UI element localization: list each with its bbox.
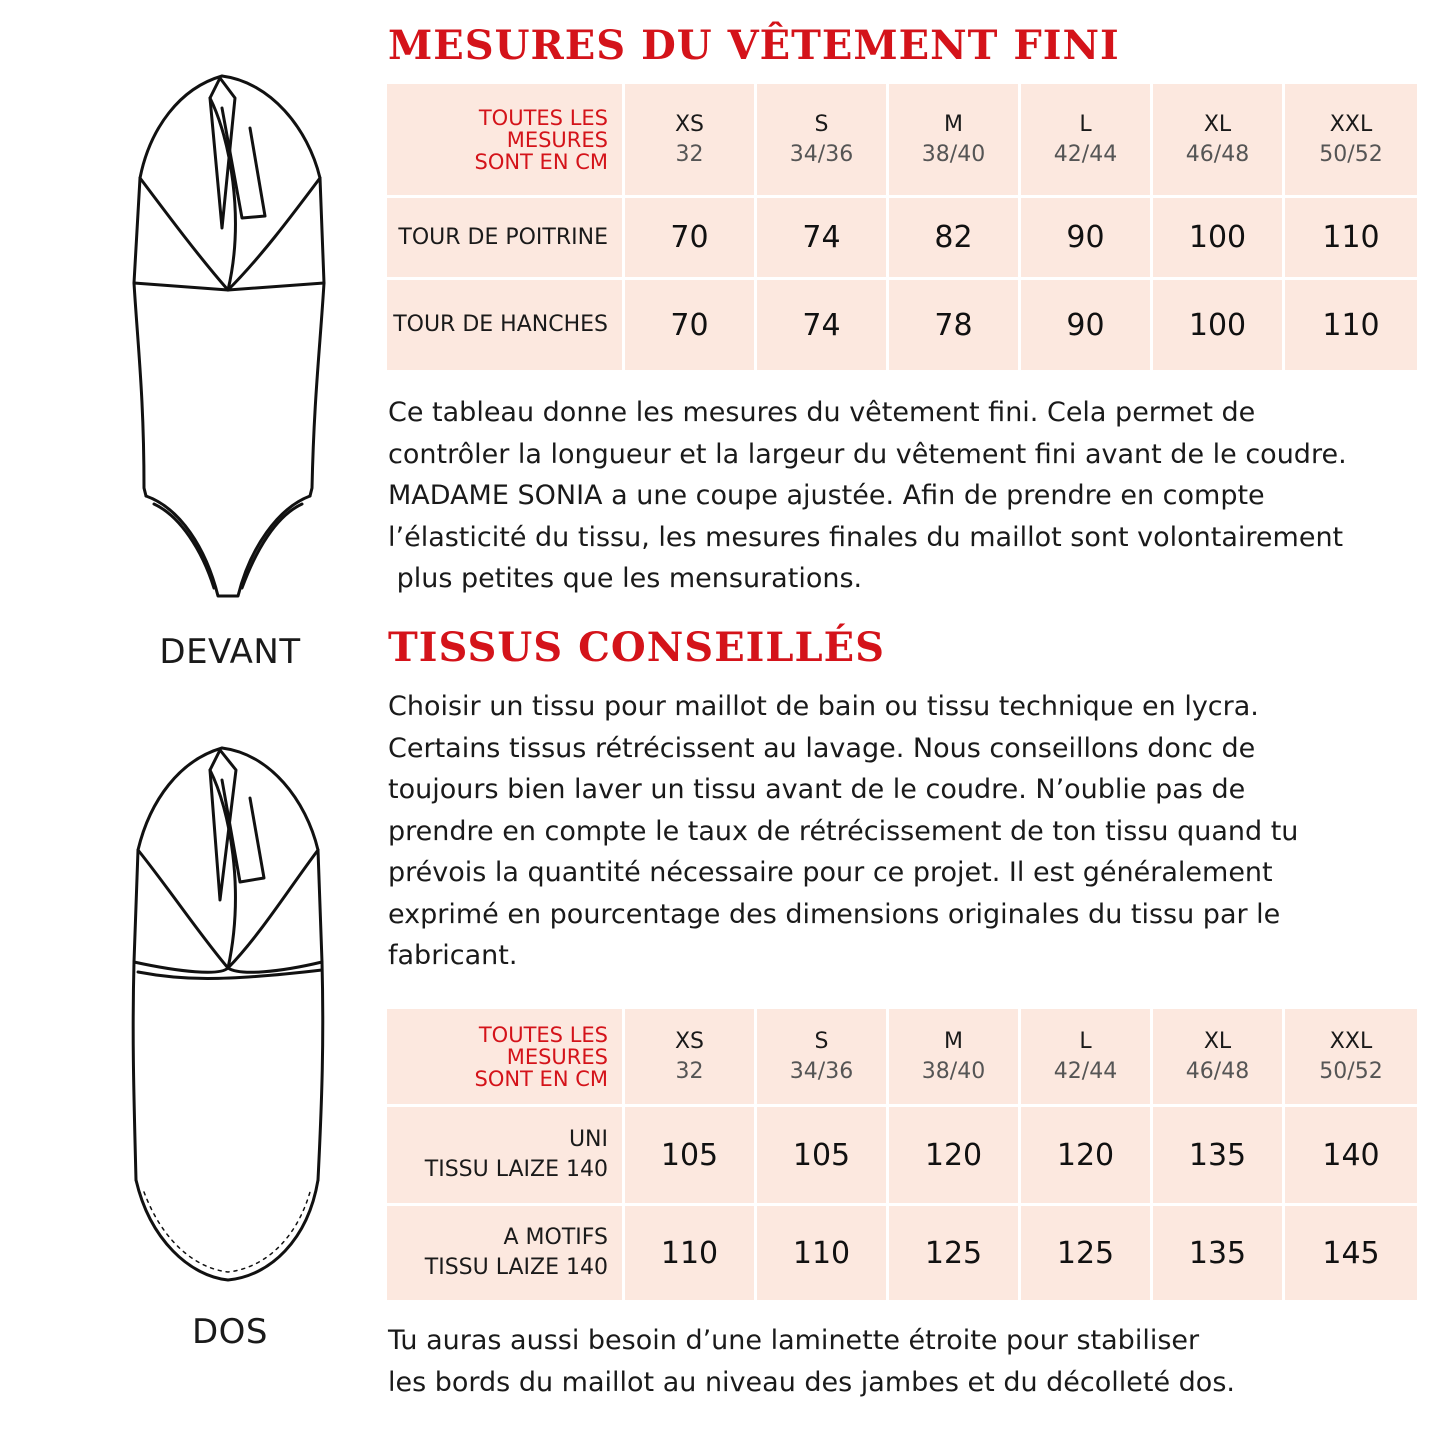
size-column-xxl: XXL 50/52 [1285,84,1417,198]
row-label-hips: TOUR DE HANCHES [387,280,625,370]
table-cell: 135 [1153,1107,1285,1206]
table-row [387,1206,1417,1300]
table-cell: 90 [1021,280,1153,370]
table-cell: 90 [1021,198,1153,280]
table-row [387,198,1417,280]
table-cell: 105 [757,1107,889,1206]
table-cell: 140 [1285,1107,1417,1206]
table-cell: 120 [1021,1107,1153,1206]
table-cell: 110 [757,1206,889,1300]
fabric-requirements-table [387,1009,1417,1300]
size-column-xl: XL 46/48 [1153,1009,1285,1107]
table-cell: 110 [1285,198,1417,280]
table-cell: 74 [757,280,889,370]
footer-note: Tu auras aussi besoin d’une laminette étroite pour stabiliser les bords du maillot au niveau des jambes et du décolleté dos. [388,1325,1235,1398]
recommended-fabrics-title: TISSUS CONSEILLÉS [388,624,886,671]
swimsuit-back-icon [110,740,350,1288]
size-header-row [387,84,1417,198]
size-column-xs: XS 32 [625,84,757,198]
size-column-xl: XL 46/48 [1153,84,1285,198]
table-cell: 135 [1153,1206,1285,1300]
size-column-xs: XS 32 [625,1009,757,1107]
table-cell: 110 [1322,307,1380,343]
table-cell: 125 [1021,1206,1153,1300]
table-cell: 120 [889,1107,1021,1206]
row-label-patterned-fabric: A MOTIFS TISSU LAIZE 140 [387,1206,625,1300]
finished-description: Ce tableau donne les mesures du vêtement fini. Cela permet de contrôler la longueur et la largeur du vêtement fini avant de le coudre. MADAME SONIA a une coupe ajustée. Afin de prendre en compte l’élasticité du tissu, les mesures finales du maillot sont volontairement plus petites que les mensurations. [388,397,1347,594]
table-row [387,1107,1417,1206]
size-column-s: S 34/36 [757,84,889,198]
row-label-chest: TOUR DE POITRINE [387,198,625,280]
finished-measurements-table [387,84,1417,370]
table-cell: 74 [757,198,889,280]
technical-drawings [0,0,360,1445]
size-column-l: L 42/44 [1021,1009,1153,1107]
unit-note: TOUTES LES MESURES SONT EN CM [387,84,625,198]
table-cell: 82 [889,198,1021,280]
finished-measurements-title: MESURES DU VÊTEMENT FINI [388,22,1120,69]
size-column-s: S 34/36 [757,1009,889,1107]
table-cell: 70 [625,280,757,370]
size-column-xxl: XXL 50/52 [1285,1009,1417,1107]
table-cell: 100 [1153,198,1285,280]
size-column-l: L 42/44 [1021,84,1153,198]
swimsuit-front-icon [110,68,350,608]
table-cell: 100 [1153,280,1285,370]
table-cell: 105 [625,1107,757,1206]
fabrics-description: Choisir un tissu pour maillot de bain ou tissu technique en lycra. Certains tissus rétrécissent au lavage. Nous conseillons donc de toujours bien laver un tissu avant de le coudre. N’oublie pas de prendre en compte le taux de rétrécissement de ton tissu quand tu prévois la quantité nécessaire pour ce projet. Il est généralement exprimé en pourcentage des dimensions originales du tissu par le fabricant. [388,691,1299,971]
front-label: DEVANT [159,632,301,672]
table-cell: 125 [889,1206,1021,1300]
table-row [387,280,1417,370]
swimsuit-front-drawing [110,68,350,608]
size-column-m: M 38/40 [889,1009,1021,1107]
table-cell: 110 [625,1206,757,1300]
size-column-m: M 38/40 [889,84,1021,198]
size-header-row [387,1009,1417,1107]
table-cell: 145 [1322,1235,1380,1271]
table-cell: 78 [889,280,1021,370]
back-label: DOS [191,1312,269,1352]
swimsuit-back-drawing [110,740,350,1288]
unit-note: TOUTES LES MESURES SONT EN CM [387,1009,625,1107]
table-cell: 70 [625,198,757,280]
row-label-plain-fabric: UNI TISSU LAIZE 140 [387,1107,625,1206]
